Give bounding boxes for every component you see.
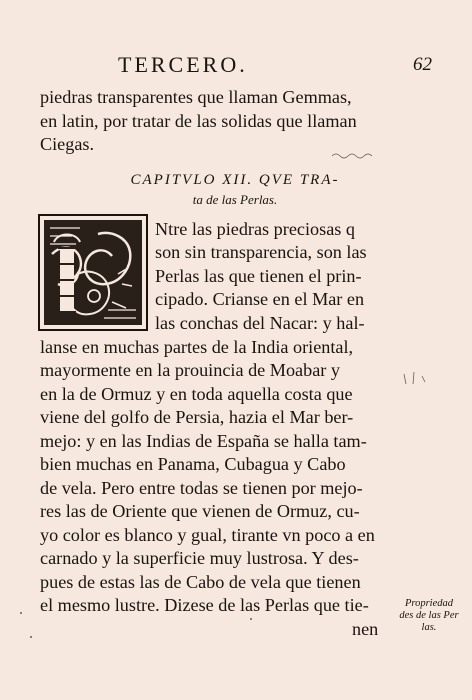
- marginal-note: [392, 598, 466, 634]
- text-line: en latin, por tratar de las solidas que llaman: [40, 111, 357, 131]
- page-number: 62: [413, 54, 432, 75]
- text-line: Ciegas.: [40, 134, 95, 154]
- text-line: el mesmo lustre. Dizese de las Perlas que tie-: [40, 595, 369, 615]
- marginal-note-line: las.: [421, 622, 437, 633]
- ink-speck: [30, 636, 32, 638]
- ink-speck: [20, 612, 22, 614]
- ink-speck: [250, 618, 252, 620]
- text-line: yo color es blanco y gual, tirante vn poco a en: [40, 525, 375, 545]
- text-line: Ntre las piedras preciosas q: [155, 219, 355, 239]
- text-line: viene del golfo de Persia, hazia el Mar ber-: [40, 407, 354, 427]
- text-line: lanse en muchas partes de la India oriental,: [40, 337, 354, 357]
- text-line: son sin transparencia, son las: [155, 242, 367, 262]
- marginal-note-line: des de las Per: [399, 610, 459, 621]
- text-line: piedras transparentes que llaman Gemmas,: [40, 87, 352, 107]
- text-line: pues de estas las de Cabo de vela que tienen: [40, 572, 361, 592]
- marginal-note-line: Propriedad: [404, 598, 454, 609]
- chapter-subtitle: ta de las Perlas.: [192, 192, 278, 207]
- text-line: en la de Ormuz y en toda aquella costa que: [40, 384, 353, 404]
- text-line: mejo: y en las Indias de España se halla tam-: [40, 431, 367, 451]
- running-head-title: TERCERO.: [118, 52, 248, 77]
- text-line: Perlas las que tienen el prin-: [155, 266, 362, 286]
- text-line: bien muchas en Panama, Cubagua y Cabo: [40, 454, 346, 474]
- text-line: carnado y la superficie muy lustrosa. Y des-: [40, 548, 359, 568]
- text-line: res las de Oriente que vienen de Ormuz, cu-: [40, 501, 360, 521]
- text-line: mayormente en la prouincia de Moabar y: [40, 360, 340, 380]
- text-line: las conchas del Nacar: y hal-: [155, 313, 365, 333]
- decorated-initial-e: [38, 214, 148, 331]
- catchword: nen: [352, 619, 379, 639]
- handwritten-mark: [330, 150, 380, 160]
- woodcut-initial-icon: [38, 214, 148, 331]
- running-head: [0, 52, 472, 80]
- text-line: cipado. Crianse en el Mar en: [155, 289, 365, 309]
- text-line: de vela. Pero entre todas se tienen por mejo-: [40, 478, 363, 498]
- chapter-title: CAPITVLO XII. QVE TRA-: [130, 172, 340, 188]
- handwritten-mark: [400, 370, 430, 388]
